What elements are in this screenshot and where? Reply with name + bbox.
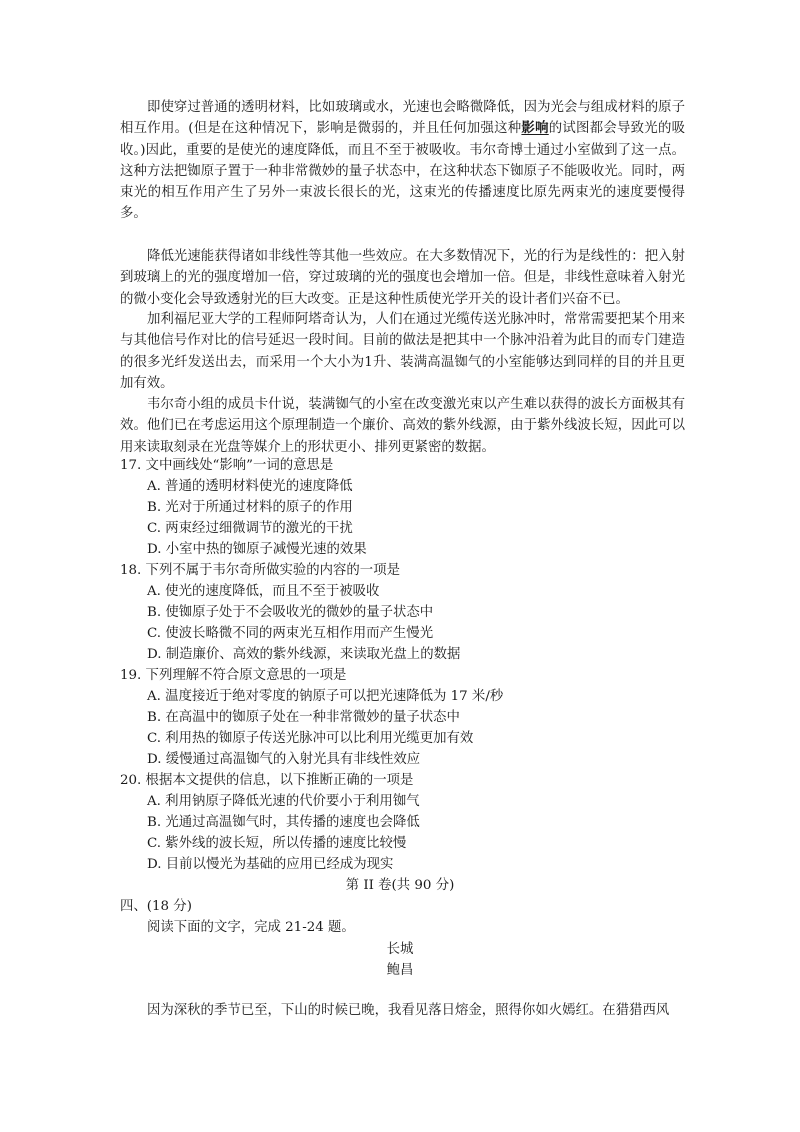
passage-paragraph-1 (120, 97, 685, 225)
question-17-option-b[interactable]: B. 光对于所通过材料的原子的作用 (147, 500, 353, 515)
question-19-option-d[interactable]: D. 缓慢通过高温铷气的入射光具有非线性效应 (147, 752, 421, 767)
question-20-option-a[interactable]: A. 利用钠原子降低光速的代价要小于利用铷气 (147, 794, 420, 809)
question-20-option-b[interactable]: B. 光通过高温铷气时，其传播的速度也会降低 (147, 815, 420, 830)
article-author: 鲍昌 (386, 963, 414, 978)
question-stem-17: 17. 文中画线处“影响”一词的意思是 (120, 458, 334, 473)
question-18-option-b[interactable]: B. 使铷原子处于不会吸收光的微妙的量子状态中 (147, 605, 434, 620)
question-stem-18: 18. 下列不属于韦尔奇所做实验的内容的一项是 (120, 563, 400, 578)
question-stem-19: 19. 下列理解不符合原文意思的一项是 (120, 668, 347, 683)
question-17-option-d[interactable]: D. 小室中热的铷原子减慢光速的效果 (147, 542, 367, 557)
question-17-option-c[interactable]: C. 两束经过细微调节的激光的干扰 (147, 521, 353, 536)
passage-text: 的试图都会导致光的吸收。)因此，重要的是使光的速度降低，而且不至于被吸收。韦尔奇博士通过小室做到了这一点。这种方法把铷原子置于一种非常微妙的量子状态中，在这种状态下铷原子不能吸收光。同时，两束光的相互作用产生了另外一束波长很长的光，这束光的传播速度比原先两束光的速度要慢得多。 (120, 121, 685, 222)
section-heading: 四、(18 分) (120, 899, 192, 914)
passage-paragraph-2: 降低光速能获得诸如非线性等其他一些效应。在大多数情况下，光的行为是线性的：把入射到玻璃上的光的强度增加一倍，穿过玻璃的光的强度也会增加一倍。但是，非线性意味着入射光的微小变化会导致透射光的巨大改变。正是这种性质使光学开关的设计者们兴奋不已。 (120, 249, 685, 307)
part-two-title: 第 II 卷(共 90 分) (345, 878, 455, 893)
underlined-word: 影响 (521, 120, 549, 137)
question-20-option-c[interactable]: C. 紫外线的波长短，所以传播的速度比较慢 (147, 836, 407, 851)
question-18-option-c[interactable]: C. 使波长略微不同的两束光互相作用而产生慢光 (147, 626, 434, 641)
question-18-option-d[interactable]: D. 制造廉价、高效的紫外线源，来读取光盘上的数据 (147, 647, 461, 662)
question-19-option-b[interactable]: B. 在高温中的铷原子处在一种非常微妙的量子状态中 (147, 710, 460, 725)
article-first-paragraph: 因为深秋的季节已至，下山的时候已晚，我看见落日熔金，照得你如火嫣红。在猎猎西风 (147, 1003, 670, 1018)
question-17-option-a[interactable]: A. 普通的透明材料使光的速度降低 (147, 479, 353, 494)
passage-text: 即使穿过普通的透明材料，比如玻璃或水，光速也会略微降低，因为光会与组成材料的原子相互作用。(但是在这种情况下，影响是微弱的，并且任何加强这种 (120, 100, 685, 137)
question-stem-20: 20. 根据本文提供的信息，以下推断正确的一项是 (120, 773, 414, 788)
question-20-option-d[interactable]: D. 目前以慢光为基础的应用已经成为现实 (147, 857, 394, 872)
reading-instruction: 阅读下面的文字，完成 21-24 题。 (147, 920, 355, 935)
question-19-option-c[interactable]: C. 利用热的铷原子传送光脉冲可以比利用光缆更加有效 (147, 731, 474, 746)
article-title: 长城 (386, 942, 414, 957)
question-19-option-a[interactable]: A. 温度接近于绝对零度的钠原子可以把光速降低为 17 米/秒 (147, 689, 504, 704)
passage-paragraph-4: 韦尔奇小组的成员卡什说，装满铷气的小室在改变激光束以产生难以获得的波长方面极其有效。他们已在考虑运用这个原理制造一个廉价、高效的紫外线源，由于紫外线波长短，因此可以用来读取刻录在光盘等媒介上的形状更小、排列更紧密的数据。 (120, 397, 685, 455)
question-18-option-a[interactable]: A. 使光的速度降低，而且不至于被吸收 (147, 584, 380, 599)
passage-paragraph-3: 加利福尼亚大学的工程师阿塔奇认为，人们在通过光缆传送光脉冲时，常常需要把某个用来与其他信号作对比的信号延迟一段时间。目前的做法是把其中一个脉冲沿着为此目的而专门建造的很多光纤发送出去，而采用一个大小为1升、装满高温铷气的小室能够达到同样的目的并且更加有效。 (120, 312, 685, 391)
